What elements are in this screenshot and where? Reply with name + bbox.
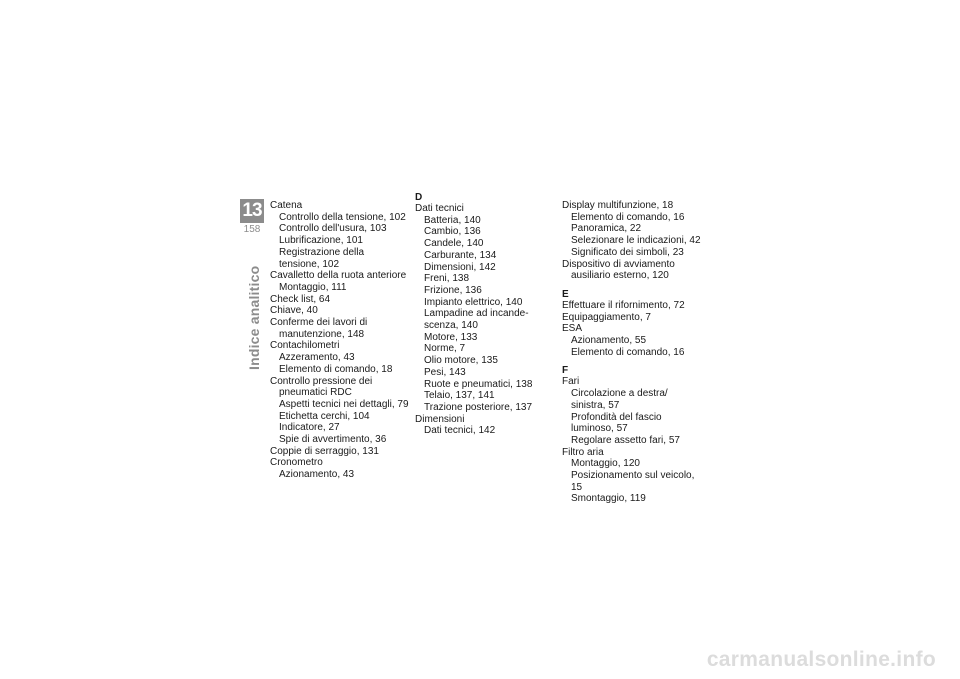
index-entry-sub: Dati tecnici, 142: [424, 425, 496, 437]
index-entry-main: Filtro aria: [562, 446, 604, 458]
index-entry-main: Dispositivo di avviamento: [562, 258, 675, 270]
index-entry-main: Coppie di serraggio, 131: [270, 445, 379, 457]
index-entry-sub: Elemento di comando, 16: [571, 211, 685, 223]
index-entry-sub: Cambio, 136: [424, 226, 481, 238]
index-entry-sub: Registrazione della: [279, 246, 365, 258]
index-entry-sub: Aspetti tecnici nei dettagli, 79: [279, 398, 409, 410]
page-number: 158: [243, 224, 261, 235]
index-entry: [562, 200, 702, 259]
index-entry-main: Catena: [270, 200, 303, 211]
index-entry: [562, 376, 702, 446]
index-entry-main: Dimensioni: [415, 413, 465, 425]
index-entry-main: Fari: [562, 376, 580, 388]
index-entry-sub: ausiliario esterno, 120: [571, 270, 669, 282]
index-entry-sub: Controllo della tensione, 102: [279, 211, 406, 223]
index-entry-sub: Dimensioni, 142: [424, 261, 496, 273]
index-entry-sub: Selezionare le indicazioni, 42: [571, 235, 701, 247]
index-entry-sub: Ruote e pneumatici, 138: [424, 378, 533, 390]
index-letter-heading: D: [415, 192, 423, 203]
index-entry-sub: Regolare assetto fari, 57: [571, 434, 680, 446]
index-entry-sub: Spie di avvertimento, 36: [279, 434, 387, 446]
index-entry: [270, 446, 410, 458]
index-entry-main: Chiave, 40: [270, 305, 318, 317]
index-entry-main: Display multifunzione, 18: [562, 200, 674, 211]
index-entry-sub: sinistra, 57: [571, 399, 620, 411]
index-entry-sub: Candele, 140: [424, 238, 484, 250]
index-entry: [270, 317, 410, 340]
index-entry-sub: Controllo dell'usura, 103: [279, 223, 387, 235]
index-entry-main: Check list, 64: [270, 293, 331, 305]
index-entry-sub: Azionamento, 43: [279, 469, 355, 481]
index-entry-main: Cavalletto della ruota anteriore: [270, 270, 407, 282]
index-entry-sub: Olio motore, 135: [424, 355, 498, 367]
index-entry-sub: Montaggio, 120: [571, 458, 640, 470]
index-entry-sub: Trazione posteriore, 137: [424, 401, 533, 413]
index-entry-sub: Norme, 7: [424, 343, 466, 355]
index-entry-sub: Frizione, 136: [424, 284, 482, 296]
index-entry: [562, 447, 702, 506]
index-entry-main: Cronometro: [270, 457, 323, 469]
index-entry: [562, 323, 702, 358]
index-entry-sub: tensione, 102: [279, 258, 340, 270]
index-entry-sub: Elemento di comando, 18: [279, 363, 393, 375]
index-entry: [562, 312, 702, 324]
index-letter-heading: F: [562, 365, 569, 377]
index-entry: [270, 294, 410, 306]
index-entry-main: Effettuare il rifornimento, 72: [562, 299, 685, 311]
index-entry: [562, 259, 702, 282]
index-entry-sub: Azionamento, 55: [571, 335, 647, 347]
index-entry-sub: Impianto elettrico, 140: [424, 296, 523, 308]
index-entry-main: Conferme dei lavori di: [270, 317, 368, 329]
index-entry-sub: Azzeramento, 43: [279, 352, 355, 364]
index-entry-main: Contachilometri: [270, 340, 340, 352]
chapter-number: 13: [240, 199, 264, 223]
index-entry-sub: scenza, 140: [424, 320, 478, 332]
index-entry-sub: Montaggio, 111: [279, 281, 347, 293]
index-entry-sub: pneumatici RDC: [279, 387, 352, 399]
index-entry-sub: Carburante, 134: [424, 249, 497, 261]
index-entry: [270, 457, 410, 480]
index-entry-sub: Posizionamento sul veicolo, 15: [571, 470, 695, 493]
index-entry: [270, 200, 410, 270]
watermark: carmanualsonline.info: [706, 648, 936, 671]
index-entry-sub: Profondità del fascio: [571, 411, 662, 423]
index-entry-sub: Lubrificazione, 101: [279, 235, 363, 247]
index-entry: [562, 300, 702, 312]
index-entry-sub: manutenzione, 148: [279, 328, 365, 340]
index-entry-main: Equipaggiamento, 7: [562, 311, 651, 323]
chapter-tab: [240, 199, 264, 236]
index-entry: [270, 305, 410, 317]
index-entry-sub: Significato dei simboli, 23: [571, 246, 684, 258]
index-entry-sub: Indicatore, 27: [279, 422, 340, 434]
index-column-1: [270, 200, 410, 481]
index-entry: [270, 270, 410, 293]
index-entry-sub: Batteria, 140: [424, 214, 481, 226]
index-entry-sub: Lampadine ad incande-: [424, 308, 529, 320]
index-entry-main: ESA: [562, 323, 583, 335]
index-entry-sub: Etichetta cerchi, 104: [279, 410, 370, 422]
index-entry: [415, 203, 555, 414]
index-entry-sub: Freni, 138: [424, 273, 470, 285]
index-entry-sub: Circolazione a destra/: [571, 388, 668, 400]
index-entry-main: Controllo pressione dei: [270, 375, 373, 387]
index-entry: [270, 340, 410, 375]
index-entry-sub: Panoramica, 22: [571, 223, 642, 235]
index-entry-main: Dati tecnici: [415, 203, 464, 214]
index-entry: [415, 414, 555, 437]
index-entry-sub: Smontaggio, 119: [571, 493, 646, 505]
index-entry-sub: luminoso, 57: [571, 423, 628, 435]
index-entry-sub: Pesi, 143: [424, 366, 466, 378]
index-entry-sub: Telaio, 137, 141: [424, 390, 495, 402]
index-column-3: [562, 200, 702, 505]
section-title: Indice analitico: [246, 265, 262, 370]
index-entry-sub: Motore, 133: [424, 331, 478, 343]
index-column-2: [415, 192, 555, 437]
index-entry-sub: Elemento di comando, 16: [571, 346, 685, 358]
index-letter-heading: E: [562, 288, 569, 300]
index-entry: [270, 376, 410, 446]
